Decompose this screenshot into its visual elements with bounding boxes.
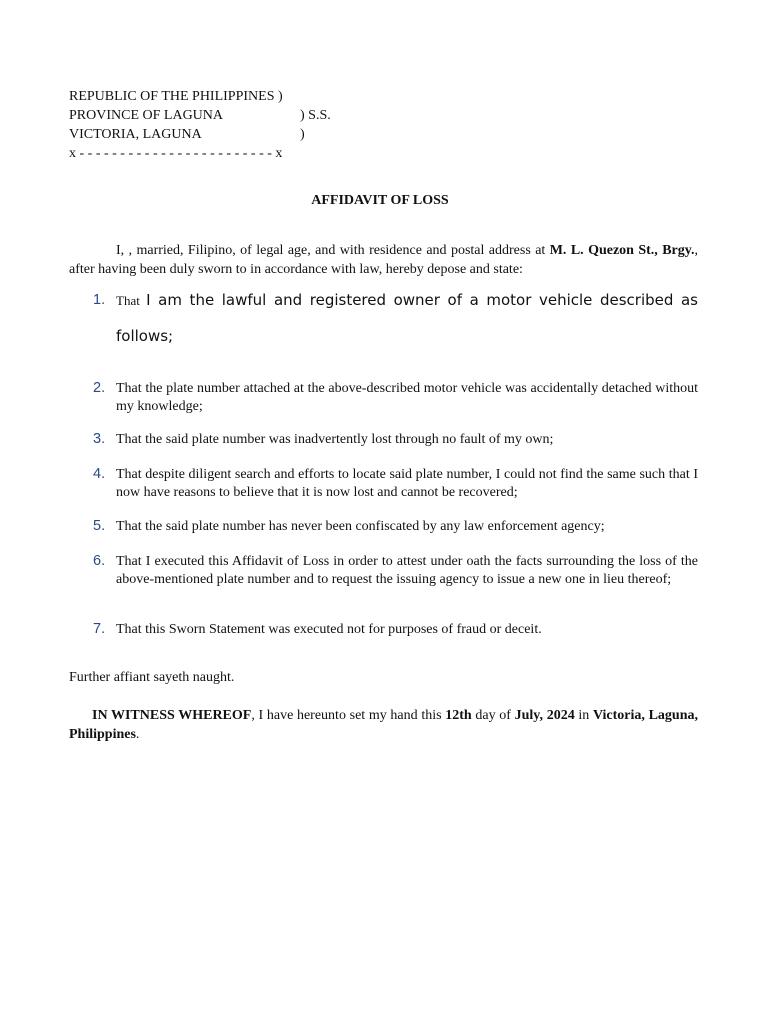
caption-municipality: VICTORIA, LAGUNA [69, 127, 202, 142]
caption-province: PROVINCE OF LAGUNA [69, 108, 224, 123]
caption-separator: x - - - - - - - - - - - - - - - - - - - - - - - - x [69, 146, 283, 161]
witness-text-2: day of [471, 708, 515, 723]
list-number-7: 7. [93, 621, 106, 637]
caption-line-municipality [69, 125, 305, 144]
witness-day: 12th [445, 708, 472, 723]
list-text-5: That the said plate number has never been confiscated by any law enforcement agency; [116, 519, 605, 534]
intro-address: M. L. Quezon St., Brgy. [549, 243, 695, 258]
witness-heading: IN WITNESS WHEREOF [92, 708, 252, 723]
list-number-3: 3. [93, 431, 106, 447]
witness-text-3: in [574, 708, 593, 723]
list-number-5: 5. [93, 518, 106, 534]
intro-paragraph [69, 241, 698, 279]
witness-text-1: , I have hereunto set my hand this [251, 708, 446, 723]
list-text-4: That despite diligent search and efforts to locate said plate number, I could not find the same such that I now have reasons to believe that it is now lost and cannot be recovered; [116, 467, 698, 500]
list-number-6: 6. [93, 553, 106, 569]
list-lead-1: That [116, 293, 140, 308]
list-text-7: That this Sworn Statement was executed not for purposes of fraud or deceit. [116, 622, 542, 637]
intro-text-1: I, , married, Filipino, of legal age, and with residence and postal address at [116, 243, 550, 258]
intro-text-2: , after having been duly sworn to in accordance with law, hereby depose and state: [69, 243, 698, 277]
list-text-6: That I executed this Affidavit of Loss in order to attest under oath the facts surrounding the loss of the above-mentioned plate number and to request the issuing agency to issue a new one in lieu thereof; [116, 554, 698, 587]
list-number-2: 2. [93, 380, 106, 396]
list-text-3: That the said plate number was inadvertently lost through no fault of my own; [116, 432, 554, 447]
list-text-2: That the plate number attached at the above-described motor vehicle was accidentally detached without my knowledge; [116, 381, 698, 414]
caption-line-province [69, 106, 331, 125]
witness-text-4: . [135, 727, 140, 742]
list-number-4: 4. [93, 466, 106, 482]
list-number-1: 1. [93, 292, 106, 308]
list-text-1 [116, 283, 698, 355]
caption-republic: REPUBLIC OF THE PHILIPPINES ) [69, 89, 283, 104]
document-title: AFFIDAVIT OF LOSS [311, 193, 449, 208]
witness-place: Victoria, Laguna, Philippines [69, 708, 699, 742]
venue-caption [69, 87, 331, 163]
caption-line-republic [69, 87, 283, 106]
witness-month-year: July, 2024 [514, 708, 575, 723]
witness-paragraph [69, 706, 698, 744]
caption-paren: ) [300, 127, 305, 142]
caption-ss: ) S.S. [300, 108, 331, 123]
further-statement: Further affiant sayeth naught. [69, 670, 235, 685]
list-body-1: I am the lawful and registered owner of a motor vehicle described as follows; [116, 291, 698, 345]
